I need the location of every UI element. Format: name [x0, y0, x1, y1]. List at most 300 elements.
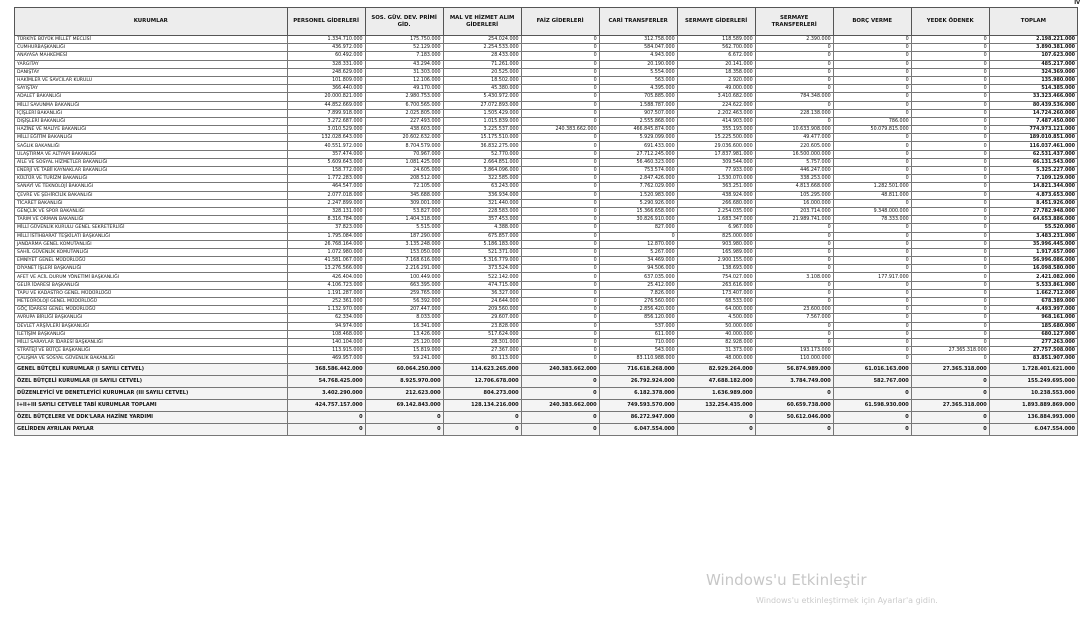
amount-cell: 0: [911, 216, 989, 224]
row-total: 1.917.657.000: [989, 248, 1077, 256]
amount-cell: 0: [833, 85, 911, 93]
amount-cell: 0: [521, 240, 599, 248]
amount-cell: 0: [911, 411, 989, 423]
amount-cell: 0: [833, 134, 911, 142]
amount-cell: 0: [521, 68, 599, 76]
amount-cell: 0: [833, 298, 911, 306]
amount-cell: 13.426.000: [365, 330, 443, 338]
amount-cell: 101.809.000: [287, 76, 365, 84]
amount-cell: 153.050.000: [365, 248, 443, 256]
amount-cell: 4.388.000: [443, 224, 521, 232]
amount-cell: 15.175.510.000: [443, 134, 521, 142]
table-header-row: [15, 8, 1078, 36]
amount-cell: 1.588.787.000: [599, 101, 677, 109]
amount-cell: 0: [599, 232, 677, 240]
amount-cell: 31.373.000: [677, 347, 755, 355]
amount-cell: 0: [755, 44, 833, 52]
amount-cell: 13.276.566.000: [287, 265, 365, 273]
amount-cell: 0: [911, 199, 989, 207]
amount-cell: 0: [521, 52, 599, 60]
amount-cell: 309.544.000: [677, 158, 755, 166]
amount-cell: 0: [521, 224, 599, 232]
amount-cell: 611.000: [599, 330, 677, 338]
amount-cell: 0: [521, 191, 599, 199]
amount-cell: 6.700.565.000: [365, 101, 443, 109]
amount-cell: 1.072.980.000: [287, 248, 365, 256]
amount-cell: 62.334.000: [287, 314, 365, 322]
institution-name: JANDARMA GENEL KOMUTANLIĞI: [15, 240, 288, 248]
amount-cell: 368.586.442.000: [287, 363, 365, 375]
amount-cell: 12.870.000: [599, 240, 677, 248]
amount-cell: 228.138.000: [755, 109, 833, 117]
row-total: 3.890.381.000: [989, 44, 1077, 52]
amount-cell: 40.000.000: [677, 330, 755, 338]
amount-cell: 0: [521, 183, 599, 191]
amount-cell: 0: [521, 134, 599, 142]
column-header: BORÇ VERME: [833, 8, 911, 36]
row-total: 107.623.000: [989, 52, 1077, 60]
row-total: 3.483.231.000: [989, 232, 1077, 240]
institution-name: SANAYİ VE TEKNOLOJİ BAKANLIĞI: [15, 183, 288, 191]
amount-cell: 49.000.000: [677, 85, 755, 93]
amount-cell: 562.700.000: [677, 44, 755, 52]
amount-cell: 3.108.000: [755, 273, 833, 281]
amount-cell: 3.135.248.000: [365, 240, 443, 248]
amount-cell: 363.251.000: [677, 183, 755, 191]
institution-name: ANAYASA MAHKEMESİ: [15, 52, 288, 60]
row-total: 5.325.227.000: [989, 167, 1077, 175]
column-header: SERMAYE GİDERLERİ: [677, 8, 755, 36]
amount-cell: 53.827.000: [365, 207, 443, 215]
amount-cell: 0: [521, 117, 599, 125]
amount-cell: 710.000: [599, 338, 677, 346]
amount-cell: 5.316.779.000: [443, 257, 521, 265]
amount-cell: 50.000.000: [677, 322, 755, 330]
amount-cell: 187.290.000: [365, 232, 443, 240]
amount-cell: 0: [521, 273, 599, 281]
amount-cell: 0: [833, 257, 911, 265]
amount-cell: 64.000.000: [677, 306, 755, 314]
amount-cell: 0: [755, 117, 833, 125]
amount-cell: 2.202.463.000: [677, 109, 755, 117]
table-row: [15, 52, 1078, 60]
amount-cell: 61.598.930.000: [833, 399, 911, 411]
amount-cell: 0: [521, 93, 599, 101]
amount-cell: 0: [911, 273, 989, 281]
amount-cell: 240.383.662.000: [521, 363, 599, 375]
amount-cell: 49.477.000: [755, 134, 833, 142]
amount-cell: 3.864.096.000: [443, 167, 521, 175]
amount-cell: 7.826.000: [599, 289, 677, 297]
amount-cell: 0: [755, 289, 833, 297]
institution-name: MİLLİ EĞİTİM BAKANLIĞI: [15, 134, 288, 142]
table-row: [15, 175, 1078, 183]
amount-cell: 224.622.000: [677, 101, 755, 109]
table-row: [15, 273, 1078, 281]
amount-cell: 86.272.947.000: [599, 411, 677, 423]
institution-name: DÜZENLEYİCİ VE DENETLEYİCİ KURUMLAR (III SAYILI CETVEL): [15, 387, 288, 399]
amount-cell: 56.460.323.000: [599, 158, 677, 166]
amount-cell: 716.618.268.000: [599, 363, 677, 375]
amount-cell: 60.659.738.000: [755, 399, 833, 411]
amount-cell: 77.933.000: [677, 167, 755, 175]
amount-cell: 26.768.164.000: [287, 240, 365, 248]
amount-cell: 0: [521, 248, 599, 256]
amount-cell: 466.845.874.000: [599, 126, 677, 134]
amount-cell: 50.612.046.000: [755, 411, 833, 423]
amount-cell: 2.247.899.000: [287, 199, 365, 207]
amount-cell: 0: [521, 36, 599, 44]
amount-cell: 0: [521, 265, 599, 273]
row-total: 27.757.508.000: [989, 347, 1077, 355]
amount-cell: 438.924.000: [677, 191, 755, 199]
amount-cell: 749.593.570.000: [599, 399, 677, 411]
table-row: [15, 248, 1078, 256]
amount-cell: 17.837.981.000: [677, 150, 755, 158]
amount-cell: 0: [833, 411, 911, 423]
amount-cell: 4.106.723.000: [287, 281, 365, 289]
amount-cell: 804.273.000: [443, 387, 521, 399]
institution-name: GENÇLİK VE SPOR BAKANLIĞI: [15, 207, 288, 215]
amount-cell: 9.348.000.000: [833, 207, 911, 215]
amount-cell: 0: [833, 387, 911, 399]
amount-cell: 0: [521, 387, 599, 399]
amount-cell: 83.110.988.000: [599, 355, 677, 363]
amount-cell: 6.672.000: [677, 52, 755, 60]
row-total: 6.047.554.000: [989, 423, 1077, 435]
amount-cell: 0: [911, 289, 989, 297]
amount-cell: 0: [911, 93, 989, 101]
amount-cell: 0: [911, 109, 989, 117]
amount-cell: 5.290.926.000: [599, 199, 677, 207]
amount-cell: 252.361.000: [287, 298, 365, 306]
amount-cell: 469.957.000: [287, 355, 365, 363]
row-total: 5.533.861.000: [989, 281, 1077, 289]
amount-cell: 0: [833, 338, 911, 346]
amount-cell: 20.602.632.000: [365, 134, 443, 142]
amount-cell: 158.772.000: [287, 167, 365, 175]
row-total: 185.680.000: [989, 322, 1077, 330]
table-row: [15, 338, 1078, 346]
institution-name: ADALET BAKANLIĞI: [15, 93, 288, 101]
table-row: [15, 44, 1078, 52]
row-total: 277.263.000: [989, 338, 1077, 346]
amount-cell: 0: [521, 150, 599, 158]
amount-cell: 0: [755, 52, 833, 60]
institution-name: DANIŞTAY: [15, 68, 288, 76]
amount-cell: 0: [521, 338, 599, 346]
amount-cell: 373.524.000: [443, 265, 521, 273]
amount-cell: 0: [521, 375, 599, 387]
table-row: [15, 191, 1078, 199]
amount-cell: 175.750.000: [365, 36, 443, 44]
amount-cell: 3.410.682.000: [677, 93, 755, 101]
amount-cell: 2.980.753.000: [365, 93, 443, 101]
row-total: 10.238.553.000: [989, 387, 1077, 399]
amount-cell: 0: [755, 240, 833, 248]
amount-cell: 0: [911, 142, 989, 150]
amount-cell: 34.469.000: [599, 257, 677, 265]
amount-cell: 1.772.283.000: [287, 175, 365, 183]
amount-cell: 0: [833, 224, 911, 232]
institution-name: ÇALIŞMA VE SOSYAL GÜVENLİK BAKANLIĞI: [15, 355, 288, 363]
amount-cell: 0: [911, 36, 989, 44]
institution-name: TİCARET BAKANLIĞI: [15, 199, 288, 207]
amount-cell: 0: [443, 423, 521, 435]
amount-cell: 446.247.000: [755, 167, 833, 175]
amount-cell: 0: [755, 298, 833, 306]
row-total: 83.851.907.000: [989, 355, 1077, 363]
institution-name: I+II+III SAYILI CETVELE TABİ KURUMLAR TOPLAMI: [15, 399, 288, 411]
row-total: 774.973.121.000: [989, 126, 1077, 134]
table-body: [15, 36, 1078, 436]
amount-cell: 52.129.000: [365, 44, 443, 52]
amount-cell: 3.402.290.000: [287, 387, 365, 399]
amount-cell: 240.383.662.000: [521, 126, 599, 134]
amount-cell: 424.757.157.000: [287, 399, 365, 411]
amount-cell: 0: [521, 411, 599, 423]
amount-cell: 49.170.000: [365, 85, 443, 93]
amount-cell: 25.120.000: [365, 338, 443, 346]
amount-cell: 0: [833, 175, 911, 183]
amount-cell: 4.395.000: [599, 85, 677, 93]
amount-cell: 0: [833, 52, 911, 60]
institution-name: EMNİYET GENEL MÜDÜRLÜĞÜ: [15, 257, 288, 265]
amount-cell: 0: [755, 232, 833, 240]
amount-cell: 0: [911, 167, 989, 175]
amount-cell: 338.253.000: [755, 175, 833, 183]
institution-name: AİLE VE SOSYAL HİZMETLER BAKANLIĞI: [15, 158, 288, 166]
amount-cell: 16.500.000.000: [755, 150, 833, 158]
amount-cell: 0: [755, 248, 833, 256]
amount-cell: 20.525.000: [443, 68, 521, 76]
row-total: 7.487.450.000: [989, 117, 1077, 125]
row-total: 324.369.000: [989, 68, 1077, 76]
amount-cell: 0: [287, 411, 365, 423]
amount-cell: 0: [521, 158, 599, 166]
table-row: [15, 199, 1078, 207]
page-mark: IV: [1074, 0, 1080, 6]
amount-cell: 0: [521, 207, 599, 215]
row-total: 1.662.712.000: [989, 289, 1077, 297]
amount-cell: 28.433.000: [443, 52, 521, 60]
amount-cell: 2.555.868.000: [599, 117, 677, 125]
row-total: 136.884.993.000: [989, 411, 1077, 423]
amount-cell: 16.341.000: [365, 322, 443, 330]
amount-cell: 0: [833, 232, 911, 240]
amount-cell: 5.929.099.000: [599, 134, 677, 142]
table-row: [15, 142, 1078, 150]
amount-cell: 227.493.000: [365, 117, 443, 125]
row-total: 33.323.466.000: [989, 93, 1077, 101]
amount-cell: 63.243.000: [443, 183, 521, 191]
row-total: 1.728.401.621.000: [989, 363, 1077, 375]
amount-cell: 0: [521, 109, 599, 117]
amount-cell: 0: [755, 387, 833, 399]
table-row: [15, 126, 1078, 134]
row-total: 968.161.000: [989, 314, 1077, 322]
amount-cell: 0: [755, 76, 833, 84]
amount-cell: 0: [521, 298, 599, 306]
amount-cell: 29.036.600.000: [677, 142, 755, 150]
amount-cell: 94.506.000: [599, 265, 677, 273]
amount-cell: 0: [833, 60, 911, 68]
column-header: YEDEK ÖDENEK: [911, 8, 989, 36]
amount-cell: 118.589.000: [677, 36, 755, 44]
amount-cell: 2.856.420.000: [599, 306, 677, 314]
amount-cell: 907.507.000: [599, 109, 677, 117]
amount-cell: 30.826.910.000: [599, 216, 677, 224]
amount-cell: 27.072.893.000: [443, 101, 521, 109]
amount-cell: 0: [911, 322, 989, 330]
institution-name: MİLLİ SARAYLAR İDARESİ BAŞKANLIĞI: [15, 338, 288, 346]
amount-cell: 36.327.000: [443, 289, 521, 297]
institution-name: CUMHURBAŞKANLIĞI: [15, 44, 288, 52]
table-row: [15, 207, 1078, 215]
institution-name: ENERJİ VE TABİİ KAYNAKLAR BAKANLIĞI: [15, 167, 288, 175]
amount-cell: 68.533.000: [677, 298, 755, 306]
amount-cell: 12.106.000: [365, 76, 443, 84]
amount-cell: 0: [833, 289, 911, 297]
row-total: 64.653.886.000: [989, 216, 1077, 224]
amount-cell: 1.683.347.000: [677, 216, 755, 224]
amount-cell: 0: [521, 232, 599, 240]
amount-cell: 266.680.000: [677, 199, 755, 207]
amount-cell: 438.603.000: [365, 126, 443, 134]
amount-cell: 903.980.000: [677, 240, 755, 248]
amount-cell: 328.131.000: [287, 207, 365, 215]
amount-cell: 825.000.000: [677, 232, 755, 240]
amount-cell: 12.706.678.000: [443, 375, 521, 387]
table-row: [15, 150, 1078, 158]
amount-cell: 355.193.000: [677, 126, 755, 134]
table-row: [15, 289, 1078, 297]
amount-cell: 108.468.000: [287, 330, 365, 338]
amount-cell: 27.367.000: [443, 347, 521, 355]
amount-cell: 1.636.989.000: [677, 387, 755, 399]
amount-cell: 240.383.662.000: [521, 399, 599, 411]
amount-cell: 0: [521, 167, 599, 175]
table-row: [15, 322, 1078, 330]
amount-cell: 474.715.000: [443, 281, 521, 289]
amount-cell: 0: [911, 240, 989, 248]
amount-cell: 0: [755, 265, 833, 273]
amount-cell: 0: [911, 52, 989, 60]
amount-cell: 0: [521, 175, 599, 183]
amount-cell: 128.134.216.000: [443, 399, 521, 411]
amount-cell: 0: [365, 423, 443, 435]
amount-cell: 0: [911, 298, 989, 306]
institution-name: DIŞİŞLERİ BAKANLIĞI: [15, 117, 288, 125]
column-header: KURUMLAR: [15, 8, 288, 36]
amount-cell: 0: [833, 101, 911, 109]
amount-cell: 48.811.000: [833, 191, 911, 199]
table-row: [15, 314, 1078, 322]
amount-cell: 563.000: [599, 76, 677, 84]
institution-name: SAYIŞTAY: [15, 85, 288, 93]
amount-cell: 18.502.000: [443, 76, 521, 84]
summary-row: [15, 387, 1078, 399]
amount-cell: 0: [521, 85, 599, 93]
amount-cell: 36.832.275.000: [443, 142, 521, 150]
table-row: [15, 109, 1078, 117]
amount-cell: 15.819.000: [365, 347, 443, 355]
amount-cell: 24.605.000: [365, 167, 443, 175]
amount-cell: 0: [911, 338, 989, 346]
amount-cell: 61.016.163.000: [833, 363, 911, 375]
amount-cell: 0: [833, 109, 911, 117]
amount-cell: 0: [833, 167, 911, 175]
amount-cell: 80.113.000: [443, 355, 521, 363]
amount-cell: 31.303.000: [365, 68, 443, 76]
column-header: MAL VE HİZMET ALIM GİDERLERİ: [443, 8, 521, 36]
amount-cell: 0: [833, 355, 911, 363]
amount-cell: 1.081.425.000: [365, 158, 443, 166]
table-row: [15, 306, 1078, 314]
amount-cell: 70.967.000: [365, 150, 443, 158]
amount-cell: 52.770.000: [443, 150, 521, 158]
amount-cell: 0: [755, 322, 833, 330]
amount-cell: 784.348.000: [755, 93, 833, 101]
amount-cell: 0: [833, 36, 911, 44]
amount-cell: 16.000.000: [755, 199, 833, 207]
amount-cell: 517.624.000: [443, 330, 521, 338]
amount-cell: 44.852.669.000: [287, 101, 365, 109]
amount-cell: 212.623.000: [365, 387, 443, 399]
amount-cell: 0: [755, 101, 833, 109]
amount-cell: 1.505.429.000: [443, 109, 521, 117]
amount-cell: 1.795.084.000: [287, 232, 365, 240]
amount-cell: 82.928.000: [677, 338, 755, 346]
amount-cell: 138.693.000: [677, 265, 755, 273]
row-total: 116.037.461.000: [989, 142, 1077, 150]
institution-name: SAHİL GÜVENLİK KOMUTANLIĞI: [15, 248, 288, 256]
amount-cell: 0: [677, 423, 755, 435]
amount-cell: 0: [911, 423, 989, 435]
institution-name: HAKİMLER VE SAVCILAR KURULU: [15, 76, 288, 84]
amount-cell: 8.704.579.000: [365, 142, 443, 150]
amount-cell: 94.974.000: [287, 322, 365, 330]
budget-table: [14, 7, 1078, 436]
amount-cell: 0: [521, 101, 599, 109]
amount-cell: 0: [911, 117, 989, 125]
amount-cell: 8.033.000: [365, 314, 443, 322]
row-total: 4.493.997.000: [989, 306, 1077, 314]
institution-name: MİLLİ GÜVENLİK KURULU GENEL SEKRETERLİĞİ: [15, 224, 288, 232]
amount-cell: 5.186.183.000: [443, 240, 521, 248]
amount-cell: 114.623.265.000: [443, 363, 521, 375]
table-row: [15, 257, 1078, 265]
activation-watermark-text: Windows'u etkinleştirmek için Ayarlar'a gidin.: [756, 596, 938, 605]
amount-cell: 582.767.000: [833, 375, 911, 387]
column-header: FAİZ GİDERLERİ: [521, 8, 599, 36]
amount-cell: 1.404.318.000: [365, 216, 443, 224]
amount-cell: 140.104.000: [287, 338, 365, 346]
amount-cell: 0: [911, 183, 989, 191]
amount-cell: 637.035.000: [599, 273, 677, 281]
summary-row: [15, 363, 1078, 375]
amount-cell: 276.560.000: [599, 298, 677, 306]
amount-cell: 0: [833, 423, 911, 435]
amount-cell: 5.515.000: [365, 224, 443, 232]
summary-row: [15, 375, 1078, 387]
table-row: [15, 93, 1078, 101]
amount-cell: 113.915.000: [287, 347, 365, 355]
amount-cell: 23.600.000: [755, 306, 833, 314]
amount-cell: 328.331.000: [287, 60, 365, 68]
amount-cell: 1.015.839.000: [443, 117, 521, 125]
amount-cell: 1.334.710.000: [287, 36, 365, 44]
